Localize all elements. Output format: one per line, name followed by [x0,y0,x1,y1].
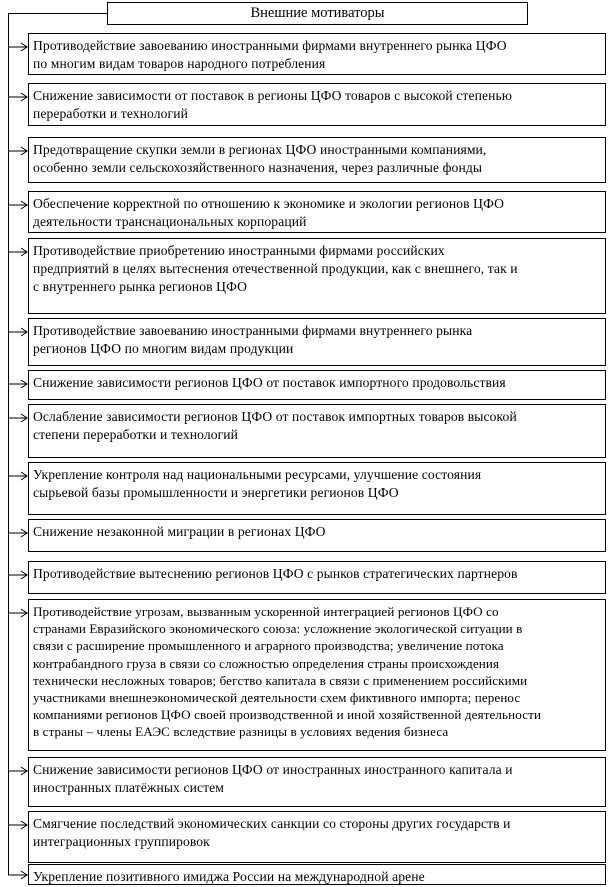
connector-arrow [8,42,28,52]
motivator-box [28,462,606,515]
motivator-text-line: деятельности транснациональных корпораций [33,214,307,229]
motivator-box [28,404,606,458]
motivator-text-line: Противодействие вытеснению регионов ЦФО с рынков стратегических партнеров [33,566,518,581]
motivator-text-line: Противодействие угрозам, вызванным ускоренной интеграцией регионов ЦФО со [33,604,499,619]
motivator-text-line: участниками внешнеэкономической деятельности схем фиктивного импорта; перенос [33,690,521,706]
motivator-box [28,561,606,594]
motivator-text-line: особенно земли сельскохозяйственного назначения, через различные фонды [33,160,483,175]
connector-arrow [8,766,28,776]
motivator-text-line: переработки и технологий [33,106,188,121]
motivator-text-line: с внутреннего рынка регионов ЦФО [33,279,248,294]
motivator-box [28,33,606,75]
motivator-box [28,137,606,183]
motivator-box [28,318,606,366]
motivator-text-line: в страны – члены ЕАЭС вследствие разницы в условиях ведения бизнеса [33,724,449,740]
motivator-text-line: контрабандного груза в связи со сложностью определения страны происхождения [33,655,500,671]
motivator-text-line: связи с расширение промышленного и аграрного производства; увеличение потока [33,638,504,654]
connector-arrow [8,146,28,156]
motivator-text-line: Смягчение последствий экономических санкции со стороны других государств и [33,816,511,831]
motivator-text-line: Снижение зависимости регионов ЦФО от поставок импортного продовольствия [33,375,506,390]
motivator-text-line: Противодействие завоеванию иностранными фирмами внутреннего рынка [33,323,473,338]
motivator-text-line: Снижение зависимости от поставок в регионы ЦФО товаров с высокой степенью [33,88,513,103]
connector-arrow [8,327,28,337]
motivator-box [28,370,606,400]
connector-arrow [8,247,28,257]
motivator-text-line: Противодействие завоеванию иностранными фирмами внутреннего рынка ЦФО [33,38,507,53]
motivator-text-line: странами Евразийского экономического союза: усложнение экологической ситуации в [33,621,523,637]
motivator-box [28,83,606,126]
connector-arrow [8,608,28,618]
connector-arrow [8,528,28,538]
motivator-box [28,519,606,552]
motivator-text-line: технически несложных товаров; бегство капитала в связи с применением российскими [33,672,528,688]
motivator-text-line: Ослабление зависимости регионов ЦФО от поставок импортных товаров высокой [33,409,517,424]
motivator-text-line: иностранных платёжных систем [33,780,224,795]
motivator-box [28,191,606,233]
motivator-text-line: интеграционных группировок [33,834,210,849]
motivator-text-line: Предотвращение скупки земли в регионах ЦФО иностранными компаниями, [33,142,487,157]
connector-arrow [8,200,28,210]
motivator-text-line: Обеспечение корректной по отношению к экономике и экологии регионов ЦФО [33,196,505,211]
connector-trunk [8,13,9,875]
connector-top [8,13,107,14]
connector-arrow [8,870,28,880]
connector-arrow [8,820,28,830]
motivator-text-line: Противодействие приобретению иностранными фирмами российских [33,243,445,258]
connector-arrow [8,471,28,481]
motivator-box [28,811,606,863]
motivator-text-line: Снижение незаконной миграции в регионах ЦФО [33,524,326,539]
connector-arrow [8,570,28,580]
motivator-text-line: по многим видам товаров народного потребления [33,56,326,71]
motivator-text-line: Укрепление контроля над национальными ресурсами, улучшение состояния [33,467,482,482]
motivator-text-line: регионов ЦФО по многим видам продукции [33,341,294,356]
motivator-box [28,238,606,314]
connector-arrow [8,413,28,423]
motivator-text-line: Снижение зависимости регионов ЦФО от иностранных иностранного капитала и [33,762,513,777]
connector-arrow [8,92,28,102]
connector-arrow [8,379,28,389]
motivator-box [28,864,606,885]
motivator-box [28,757,606,807]
motivator-text-line: степени переработки и технологий [33,427,239,442]
motivator-box [28,599,606,751]
motivator-text-line: Укрепление позитивного имиджа России на международной арене [33,869,425,884]
motivator-text-line: предприятий в целях вытеснения отечественной продукции, как с внешнего, так и [33,261,518,276]
diagram-title: Внешние мотиваторы [107,2,528,25]
motivator-text-line: компаниями регионов ЦФО своей производственной и иной хозяйственной деятельности [33,707,542,723]
motivator-text-line: сырьевой базы промышленности и энергетики регионов ЦФО [33,485,399,500]
